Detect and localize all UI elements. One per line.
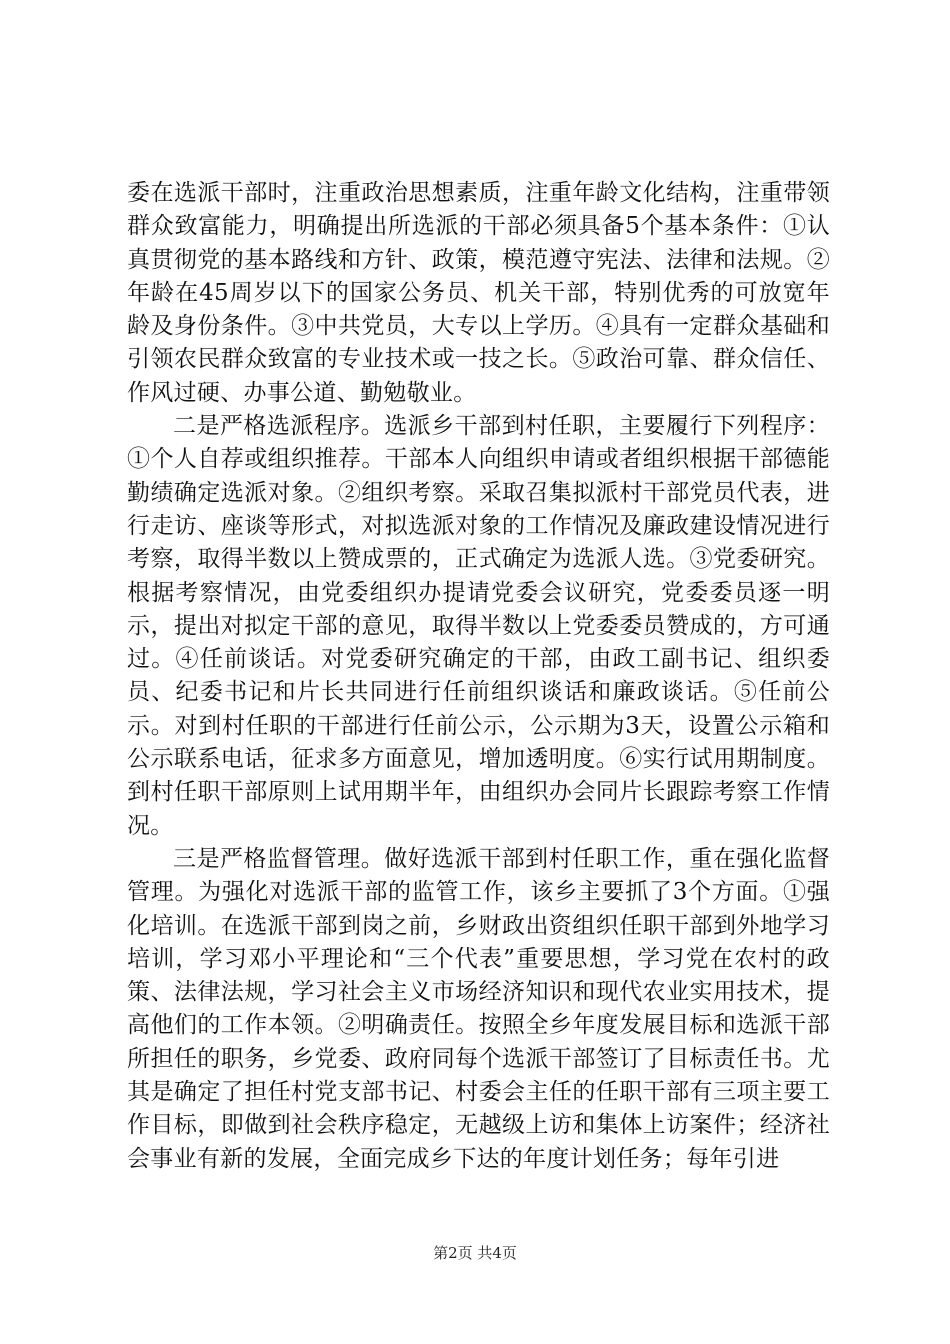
page-footer: 第2页 共4页 xyxy=(433,1244,517,1262)
paragraph-supervision-management: 三是严格监督管理。做好选派干部到村任职工作，重在强化监督管理。为强化对选派干部的监管工作，该乡主要抓了3个方面。①强化培训。在选派干部到岗之前，乡财政出资组织任职干部到外地学习培训，学习邓小平理论和“三个代表”重要思想，学习党在农村的政策、法律法规，学习社会主义市场经济知识和现代农业实用技术，提高他们的工作本领。②明确责任。按照全乡年度发展目标和选派干部所担任的职务，乡党委、政府同每个选派干部签订了目标责任书。尤其是确定了担任村党支部书记、村委会主任的任职干部有三项主要工作目标，即做到社会秩序稳定，无越级上访和集体上访案件；经济社会事业有新的发展，全面完成乡下达的年度计划任务；每年引进 xyxy=(127,845,830,1172)
document-body xyxy=(127,177,830,1176)
paragraph-selection-procedure: 二是严格选派程序。选派乡干部到村任职，主要履行下列程序：①个人自荐或组织推荐。干部本人向组织申请或者组织根据干部德能勤绩确定选派对象。②组织考察。采取召集拟派村干部党员代表，进行走访、座谈等形式，对拟选派对象的工作情况及廉政建设情况进行考察，取得半数以上赞成票的，正式确定为选派人选。③党委研究。根据考察情况，由党委组织办提请党委会议研究，党委委员逐一明示，提出对拟定干部的意见，取得半数以上党委委员赞成的，方可通过。④任前谈话。对党委研究确定的干部，由政工副书记、组织委员、纪委书记和片长共同进行任前组织谈话和廉政谈话。⑤任前公示。对到村任职的干部进行任前公示，公示期为3天，设置公示箱和公示联系电话，征求多方面意见，增加透明度。⑥实行试用期制度。到村任职干部原则上试用期半年，由组织办会同片长跟踪考察工作情况。 xyxy=(127,413,830,839)
paragraph-continuation: 委在选派干部时，注重政治思想素质，注重年龄文化结构，注重带领群众致富能力，明确提出所选派的干部必须具备5个基本条件：①认真贯彻党的基本路线和方针、政策，模范遵守宪法、法律和法规。②年龄在45周岁以下的国家公务员、机关干部，特别优秀的可放宽年龄及身份条件。③中共党员，大专以上学历。④具有一定群众基础和引领农民群众致富的专业技术或一技之长。⑤政治可靠、群众信任、作风过硬、办事公道、勤勉敬业。 xyxy=(127,180,830,406)
